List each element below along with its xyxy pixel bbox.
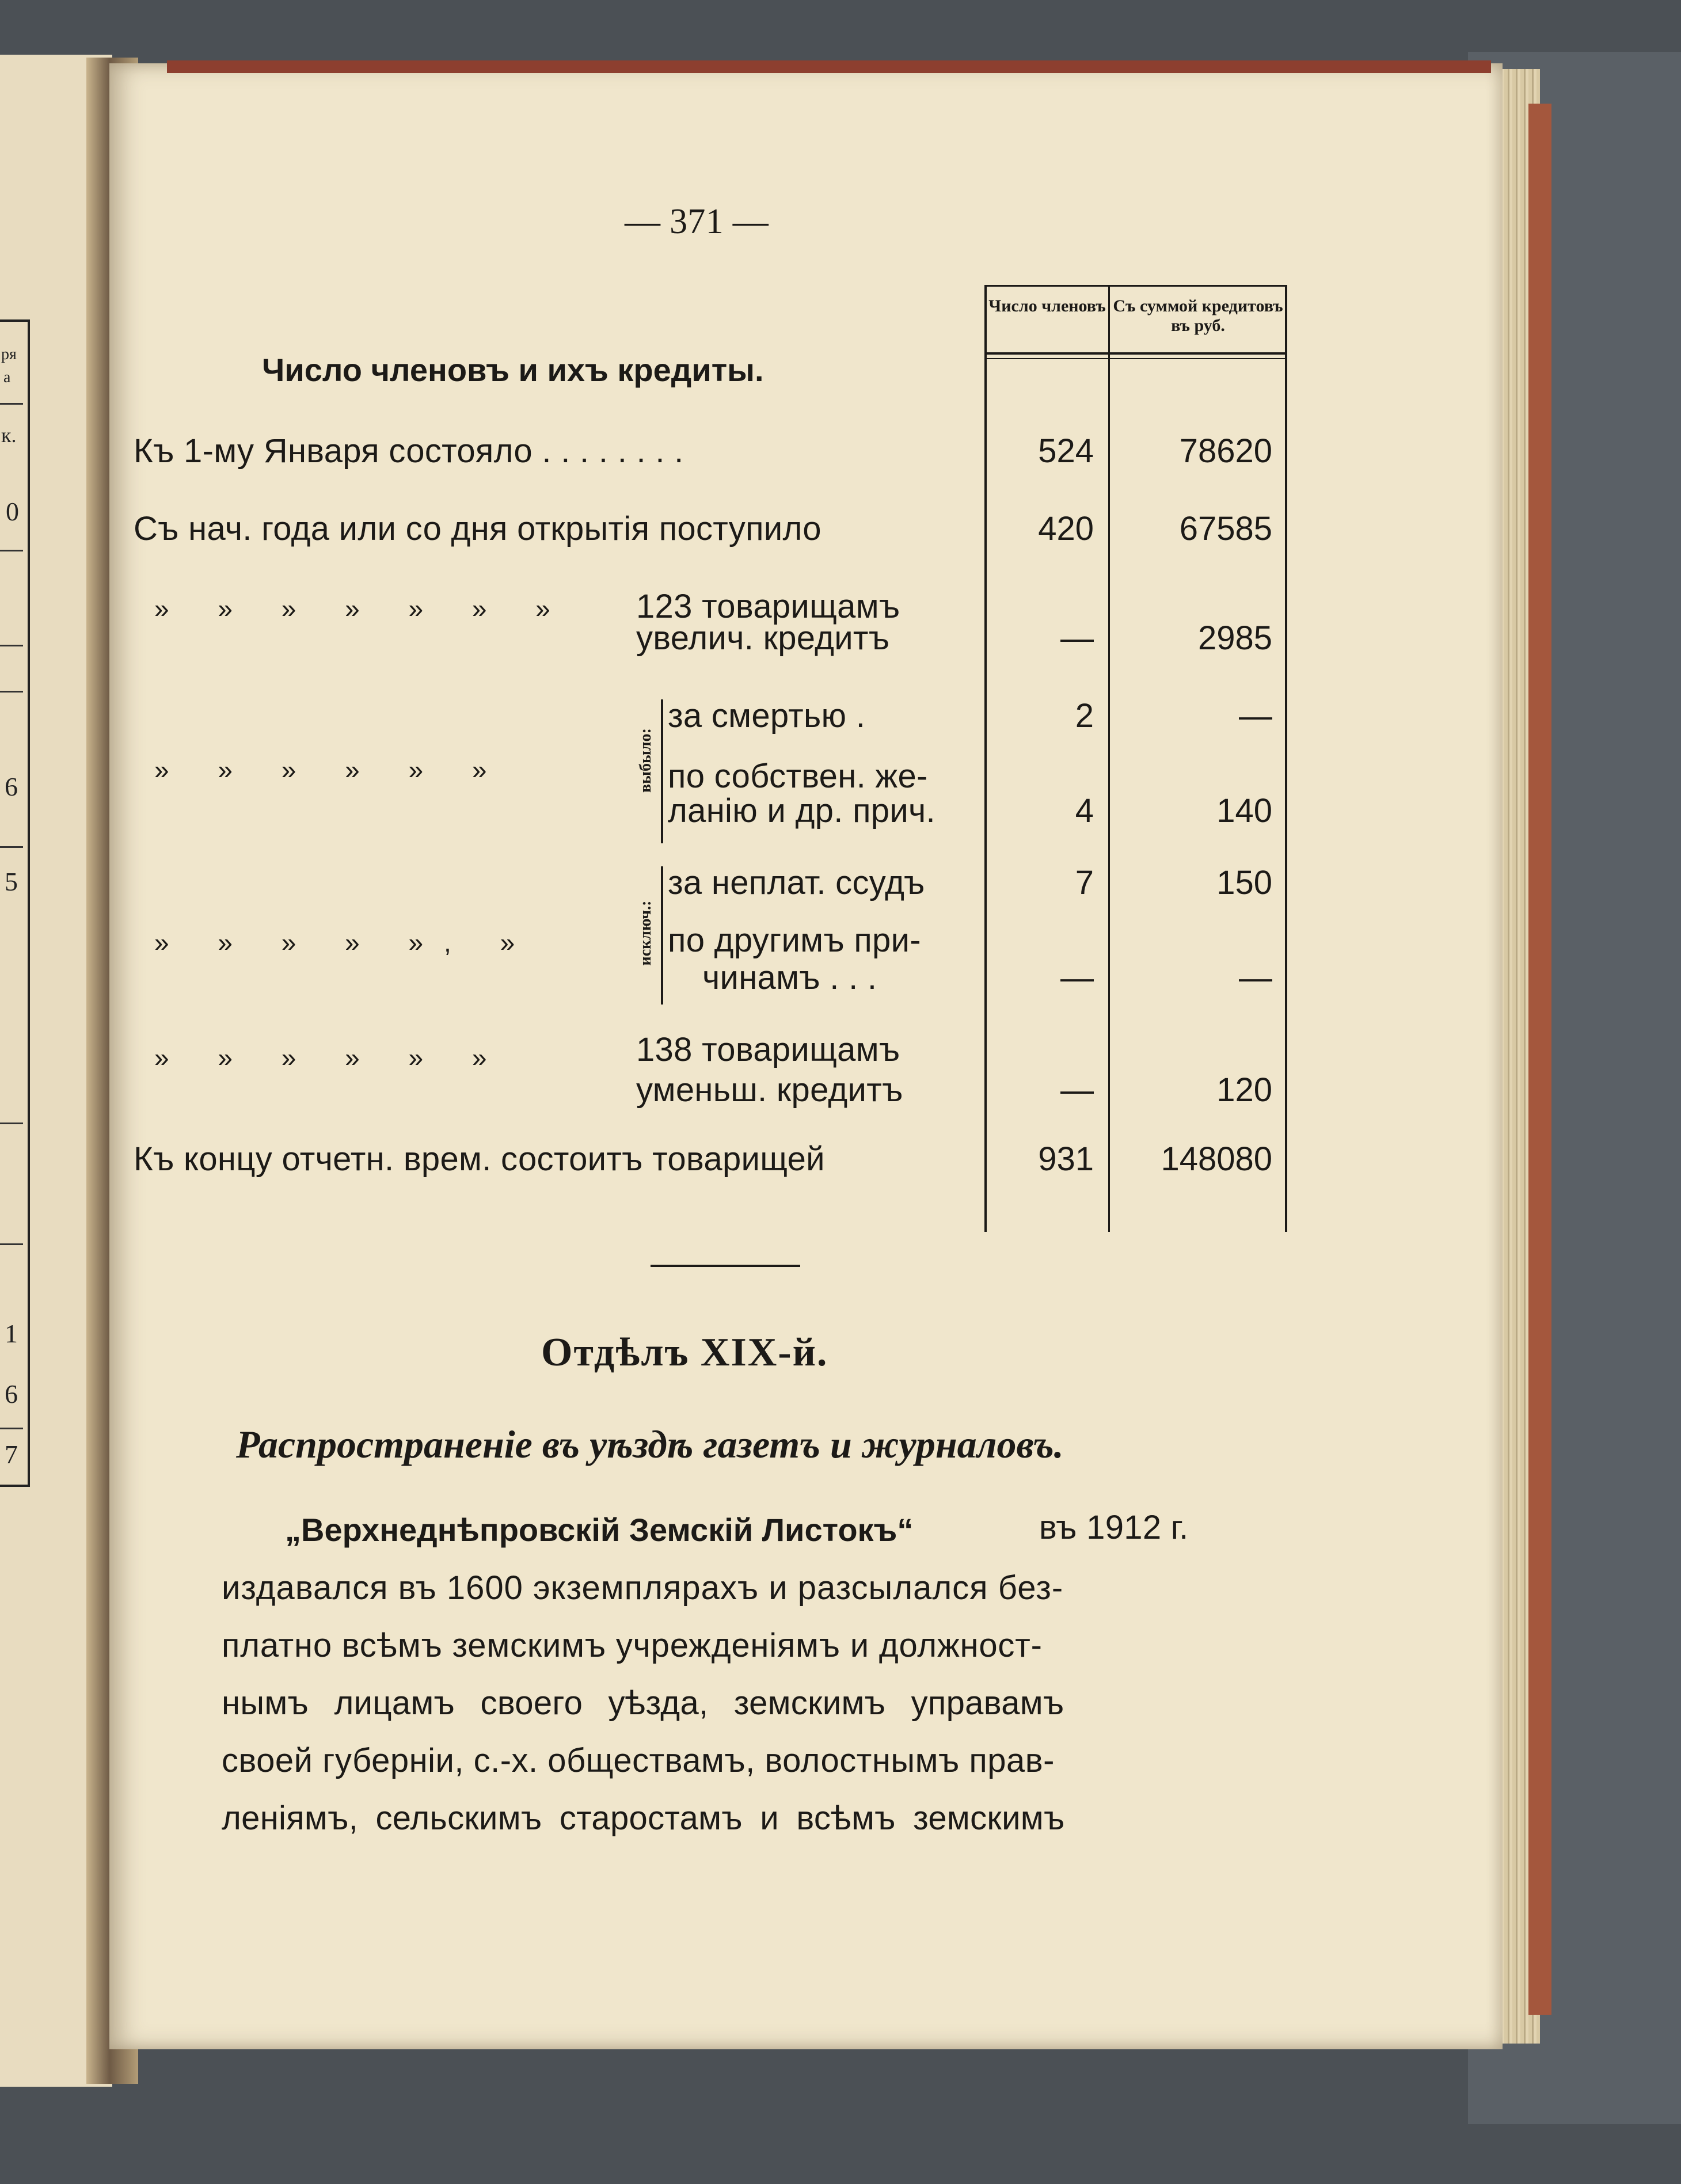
row-sum: 78620 [1179, 432, 1272, 470]
row-label: Къ концу отчетн. врем. состоитъ товарищей [134, 1140, 825, 1178]
left-page-table-edge [0, 319, 30, 1487]
section-subheading: Распространеніе въ уѣздѣ газетъ и журналовъ. [236, 1422, 1064, 1466]
sub-label-line2: ланію и др. прич. [668, 792, 935, 830]
table-rule-v2 [1108, 285, 1110, 1232]
row-count: 420 [1038, 510, 1094, 547]
row-sum: 2985 [1197, 619, 1272, 657]
sub-label-line1: по собствен. же- [668, 758, 928, 795]
left-fragment: а [3, 368, 11, 386]
row-sum: 140 [1216, 792, 1272, 830]
left-fragment: 1 [5, 1319, 18, 1348]
sub-label: за смертью . [668, 697, 866, 735]
row-count: 524 [1038, 432, 1094, 470]
left-fragment: к. [1, 424, 17, 447]
row-sum: 150 [1216, 864, 1272, 901]
paragraph-line: леніямъ, сельскимъ старостамъ и всѣмъ земскимъ [222, 1799, 1065, 1837]
group-label-isklyuch: исключ.: [637, 900, 655, 966]
sub-label-line2: чинамъ . . . [702, 959, 877, 996]
ditto-marks: » » » » », » [154, 927, 536, 957]
left-fragment: 0 [6, 497, 19, 526]
row-sum: 148080 [1161, 1140, 1272, 1178]
section-divider [651, 1265, 800, 1267]
paragraph-title: „Верхнеднѣпровскій Земскій Листокъ“ [285, 1512, 914, 1548]
left-rule [0, 1243, 23, 1245]
page-number: — 371 — [625, 202, 769, 241]
left-rule [0, 403, 23, 405]
row-label-line1: 138 товарищамъ [636, 1031, 900, 1068]
left-rule [0, 550, 23, 551]
left-rule [0, 1123, 23, 1124]
paragraph-line: своей губерніи, с.-х. обществамъ, волостнымъ прав- [222, 1742, 1055, 1779]
table-rule-header [984, 352, 1287, 355]
sub-label-line1: по другимъ при- [668, 922, 921, 959]
left-rule [0, 645, 23, 646]
row-count: 2 [1075, 697, 1094, 735]
section-heading: Отдѣлъ XIX-й. [541, 1330, 828, 1375]
row-sum: 67585 [1179, 510, 1272, 547]
left-fragment: 5 [5, 867, 18, 896]
table-rule-v1 [984, 285, 987, 1232]
ditto-marks: » » » » » » [154, 1042, 508, 1072]
row-count: — [1060, 619, 1094, 657]
col-sum-header: Съ суммой кредитовъ въ руб. [1113, 296, 1283, 335]
row-count: — [1060, 959, 1094, 996]
row-label-line2: уменьш. кредитъ [636, 1071, 903, 1109]
paragraph-line: нымъ лицамъ своего уѣзда, земскимъ управамъ [222, 1684, 1064, 1722]
row-label: Съ нач. года или со дня открытія поступило [134, 510, 822, 547]
row-sum: 120 [1216, 1071, 1272, 1109]
ditto-marks: » » » » » » [154, 755, 508, 785]
left-fragment: 7 [5, 1440, 18, 1469]
ditto-marks: » » » » » » » [154, 593, 571, 623]
row-count: 931 [1038, 1140, 1094, 1178]
row-label-line1: 123 товарищамъ [636, 588, 900, 625]
sub-label: за неплат. ссудъ [668, 864, 925, 901]
red-page-edge [1528, 104, 1551, 2015]
left-fragment: 6 [5, 1379, 18, 1409]
row-sum: — [1239, 697, 1272, 735]
paragraph-line: платно всѣмъ земскимъ учрежденіямъ и должност- [222, 1627, 1043, 1664]
table-title: Число членовъ и ихъ кредиты. [262, 352, 764, 388]
row-label-line2: увелич. кредитъ [636, 619, 890, 657]
top-binding [167, 60, 1491, 73]
col-count-header: Число членовъ [988, 296, 1106, 315]
left-fragment: ря [1, 345, 17, 363]
paragraph-line: въ 1912 г. [1039, 1509, 1189, 1546]
left-rule [0, 691, 23, 693]
paragraph-line: издавался въ 1600 экземплярахъ и разсылался без- [222, 1569, 1064, 1607]
table-rule-v3 [1285, 285, 1287, 1232]
row-count: — [1060, 1071, 1094, 1109]
row-sum: — [1239, 959, 1272, 996]
left-rule [0, 1428, 23, 1429]
left-rule [0, 846, 23, 848]
left-fragment: 6 [5, 772, 18, 801]
row-count: 7 [1075, 864, 1094, 901]
group-bracket [661, 866, 663, 1005]
group-label-vybylo: выбыло: [637, 728, 655, 793]
group-bracket [661, 699, 663, 843]
row-count: 4 [1075, 792, 1094, 830]
row-label: Къ 1-му Января состояло . . . . . . . . [134, 432, 684, 470]
table-rule-top [984, 285, 1287, 287]
table-rule-header2 [984, 358, 1287, 359]
